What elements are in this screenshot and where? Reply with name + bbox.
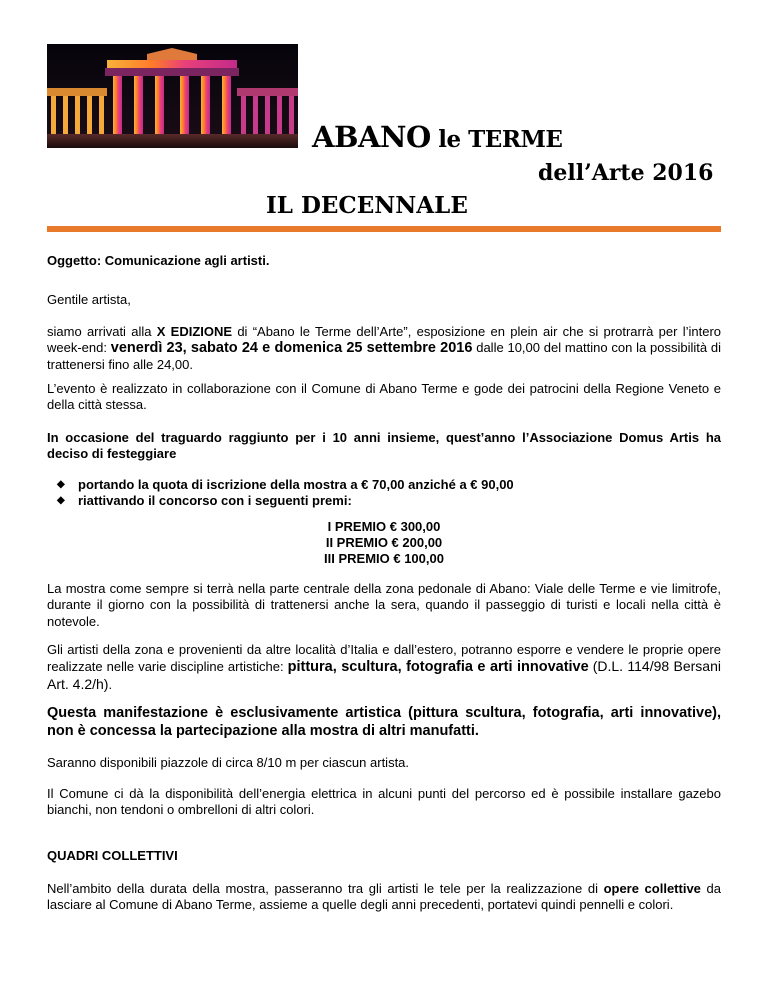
title-le-terme: le TERME [430, 126, 563, 153]
disciplines-text-d: . [108, 676, 113, 692]
event-dates: venerdì 23, sabato 24 e domenica 25 settembre 2016 [110, 340, 473, 357]
disciplines-text-a: Gli artisti della zona e provenienti da altre località d’Italia e dall’estero, potranno esporre e vendere le proprie opere realizzate nelle varie discipline artistiche: [47, 642, 721, 675]
collective-text-c: da lasciare al Comune di Abano Terme, assieme a quelle degli anni precedenti, portatevi quindi pennelli e colori. [47, 881, 721, 913]
paragraph-celebration: In occasione del traguardo raggiunto per i 10 anni insieme, quest’anno l’Associazione Domus Artis ha deciso di festeggiare [47, 430, 721, 462]
prize-third: III PREMIO € 100,00 [324, 551, 444, 566]
paragraph-collaboration: L’evento è realizzato in collaborazione con il Comune di Abano Terme e gode dei patrocini della Regione Veneto e della città stessa. [47, 381, 721, 413]
collective-works-label: opere collettive [603, 881, 701, 896]
prize-second: II PREMIO € 200,00 [325, 535, 443, 550]
intro-text-c: di “Abano le Terme dell’Arte”, esposizione en plein air che si protrarrà per l’intero week-end: [47, 324, 721, 356]
header-divider [47, 226, 721, 232]
edition-label: X EDIZIONE [156, 324, 233, 339]
title-abano: ABANO [312, 120, 431, 154]
intro-text-e: dalle 10,00 del mattino con la possibilità di trattenersi fino alle 24,00. [47, 340, 721, 372]
paragraph-collective [47, 881, 721, 914]
subject-line: Oggetto: Comunicazione agli artisti. [47, 253, 270, 268]
title-dell-arte: dell’Arte 2016 [538, 160, 714, 186]
list-item [57, 477, 707, 493]
intro-text-a: siamo arrivati alla [47, 324, 157, 339]
prize-first: I PREMIO € 300,00 [327, 519, 441, 534]
list-item-text: riattivando il concorso con i seguenti premi: [78, 493, 352, 509]
diamond-bullet-icon: ◆ [57, 495, 65, 507]
paragraph-location: La mostra come sempre si terrà nella parte centrale della zona pedonale di Abano: Viale delle Terme e vie limitrofe, durante il giorno con la possibilità di trattenersi anche la sera, quando il passeggio di turisti e locali nella città è notevole. [47, 581, 721, 629]
paragraph-intro [47, 324, 721, 373]
section-heading-quadri: QUADRI COLLETTIVI [47, 848, 178, 863]
paragraph-spaces: Saranno disponibili piazzole di circa 8/10 m per ciascun artista. [47, 755, 410, 770]
list-item [57, 493, 707, 509]
collective-text-a: Nell’ambito della durata della mostra, passeranno tra gli artisti le tele per la realizzazione di [47, 881, 604, 896]
paragraph-electricity: Il Comune ci dà la disponibilità dell’energia elettrica in alcuni punti del percorso ed è possibile installare gazebo bianchi, non tendoni o ombrelloni di altri colori. [47, 786, 721, 818]
illuminated-gate-photo [47, 44, 298, 148]
paragraph-disciplines [47, 642, 721, 693]
diamond-bullet-icon: ◆ [57, 479, 65, 490]
title-decennale: IL DECENNALE [266, 192, 468, 219]
celebration-list [57, 477, 707, 510]
paragraph-artistic-only: Questa manifestazione è esclusivamente artistica (pittura scultura, fotografia, arti innovative), non è concessa la partecipazione alla mostra di altri manufatti. [47, 705, 721, 739]
legal-reference: (D.L. 114/98 Bersani Art. 4.2/h) [47, 658, 721, 692]
list-item-text: portando la quota di iscrizione della mostra a € 70,00 anziché a € 90,00 [78, 477, 514, 492]
title-abano-le-terme [312, 120, 562, 154]
greeting: Gentile artista, [47, 292, 131, 307]
disciplines-list: pittura, scultura, fotografia e arti innovative [287, 659, 589, 676]
